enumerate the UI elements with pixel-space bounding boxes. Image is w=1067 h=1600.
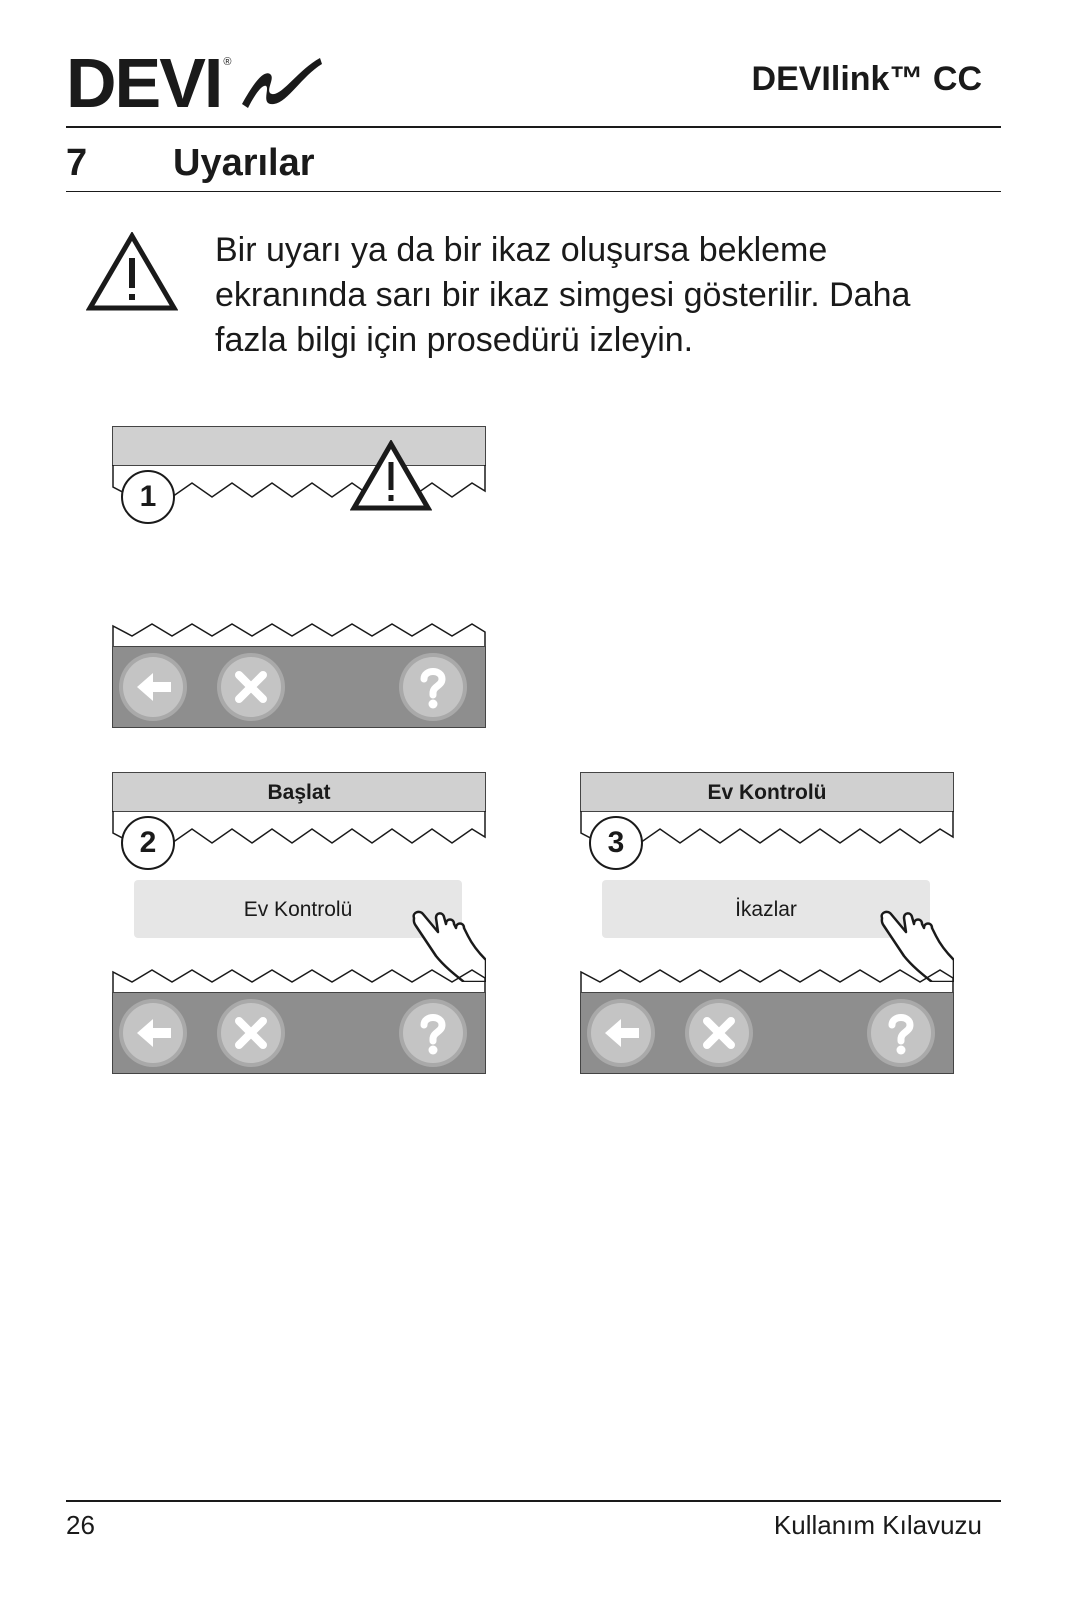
close-button[interactable] — [689, 1003, 749, 1063]
step-1-screen — [112, 426, 486, 736]
step-3-screen — [580, 772, 954, 1082]
back-arrow-icon — [123, 657, 183, 717]
close-icon — [221, 1003, 281, 1063]
help-icon — [403, 1003, 463, 1063]
page-number: 26 — [66, 1510, 95, 1540]
step-3-header: Ev Kontrolü — [580, 772, 954, 812]
tear-edge — [112, 622, 486, 648]
section-number: 7 — [66, 142, 88, 184]
warning-icon — [86, 232, 178, 312]
header-rule — [66, 126, 1001, 128]
logo-text: DEVI — [66, 44, 222, 122]
intro-text: Bir uyarı ya da bir ikaz oluşursa bekleme ekranında sarı bir ikaz simgesi gösterilir. Daha fazla bilgi için prosedürü izleyin. — [215, 231, 911, 359]
close-button[interactable] — [221, 657, 281, 717]
close-button[interactable] — [221, 1003, 281, 1063]
back-button[interactable] — [591, 1003, 651, 1063]
step-3-footer — [580, 992, 954, 1074]
logo-registered-mark: ® — [223, 56, 232, 68]
back-button[interactable] — [123, 657, 183, 717]
step-1-footer — [112, 646, 486, 728]
back-button[interactable] — [123, 1003, 183, 1063]
devi-logo — [66, 44, 326, 122]
footer-rule — [66, 1500, 1001, 1502]
step-2-screen — [112, 772, 486, 1082]
help-button[interactable] — [403, 657, 463, 717]
ikazlar-button[interactable]: İkazlar — [602, 880, 930, 938]
back-arrow-icon — [123, 1003, 183, 1063]
step-2-footer — [112, 992, 486, 1074]
help-button[interactable] — [871, 1003, 931, 1063]
product-name: DEVIlink™ CC — [751, 60, 982, 98]
help-button[interactable] — [403, 1003, 463, 1063]
ev-kontrolu-button[interactable]: Ev Kontrolü — [134, 880, 462, 938]
step-1-badge: 1 — [121, 470, 175, 524]
close-icon — [221, 657, 281, 717]
section-rule — [66, 191, 1001, 192]
back-arrow-icon — [591, 1003, 651, 1063]
help-icon — [871, 1003, 931, 1063]
close-icon — [689, 1003, 749, 1063]
help-icon — [403, 657, 463, 717]
section-title: Uyarılar — [173, 142, 315, 184]
step-3-badge: 3 — [589, 816, 643, 870]
step-2-header: Başlat — [112, 772, 486, 812]
tear-edge — [580, 968, 954, 994]
footer-title: Kullanım Kılavuzu — [773, 1510, 982, 1540]
tear-edge — [112, 968, 486, 994]
warning-icon — [350, 440, 432, 512]
logo-swoosh-icon — [236, 52, 326, 114]
step-2-badge: 2 — [121, 816, 175, 870]
